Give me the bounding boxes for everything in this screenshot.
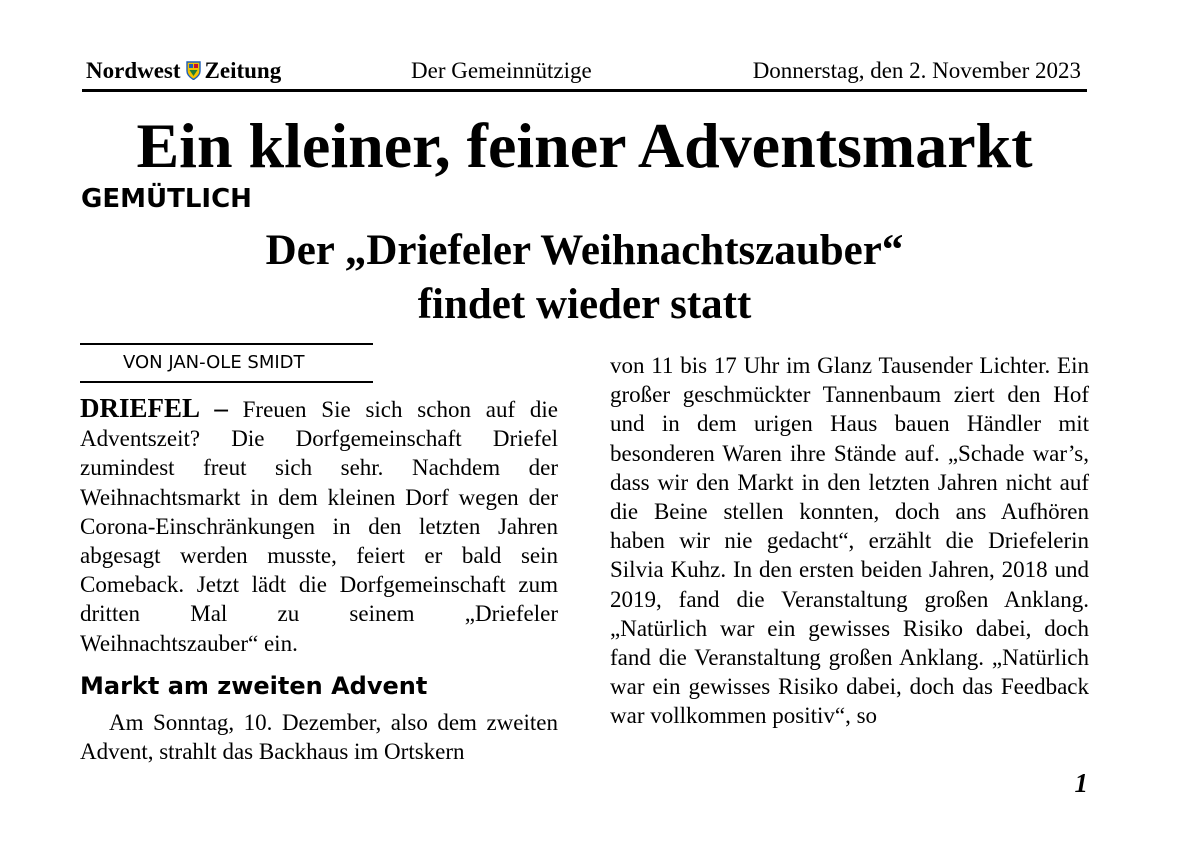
kicker: GEMÜTLICH [81, 184, 252, 214]
dateline: DRIEFEL – [80, 393, 228, 423]
section-name: Der Gemeinnützige [411, 58, 592, 83]
article-column-left [80, 394, 558, 766]
newspaper-name [86, 58, 281, 86]
article-subheading: Markt am zweiten Advent [80, 671, 428, 700]
issue-date: Donnerstag, den 2. November 2023 [752, 58, 1081, 83]
subheadline-line-2: findet wieder statt [417, 281, 752, 328]
intro-paragraph [80, 394, 558, 658]
subheadline [82, 224, 1087, 332]
subheadline-line-1: Der „Driefeler Weihnachtszauber“ [265, 227, 904, 274]
byline-top-rule [80, 343, 373, 345]
masthead-divider [82, 89, 1087, 92]
masthead [82, 58, 1087, 88]
page-number: 1 [1074, 768, 1088, 798]
intro-text: Freuen Sie sich schon auf die Adventszeit? Die Dorfgemeinschaft Driefel zumindest freut sich sehr. Nachdem der Weihnachtsmarkt in dem kleinen Dorf wegen der Corona-Einschränkungen in den letzten Jahren abgesagt werden musste, feiert er bald sein Comeback. Jetzt lädt die Dorfgemeinschaft zum dritten Mal zu seinem „Driefeler Weihnachtszauber“ ein. [80, 397, 558, 656]
coat-of-arms-icon [186, 60, 201, 86]
newspaper-name-part2: Zeitung [204, 58, 282, 83]
byline: VON JAN-OLE SMIDT [123, 352, 305, 373]
article-column-right [610, 351, 1089, 731]
headline: Ein kleiner, feiner Adventsmarkt [136, 110, 1033, 181]
body-paragraph-continued: von 11 bis 17 Uhr im Glanz Tausender Lichter. Ein großer geschmückter Tannenbaum ziert den Hof und in dem urigen Haus bauen Händler mit besonderen Waren ihre Stände auf. „Schade war’s, dass wir den Markt in den letzten Jahren nicht auf die Beine stellen konnten, doch ans Aufhören haben wir nie gedacht“, erzählt die Driefelerin Silvia Kuhz. In den ersten beiden Jahren, 2018 und 2019, fand die Veranstaltung großen Anklang. „Natürlich war ein gewisses Risiko dabei, doch fand die Veranstaltung großen Anklang. „Natürlich war ein gewisses Risiko dabei, doch das Feedback war vollkommen positiv“, so [610, 353, 1089, 729]
body-paragraph-start: Am Sonntag, 10. Dezember, also dem zweiten Advent, strahlt das Backhaus im Ortskern [80, 709, 558, 765]
newspaper-name-part1: Nordwest [86, 58, 181, 83]
byline-bottom-rule [80, 381, 373, 383]
